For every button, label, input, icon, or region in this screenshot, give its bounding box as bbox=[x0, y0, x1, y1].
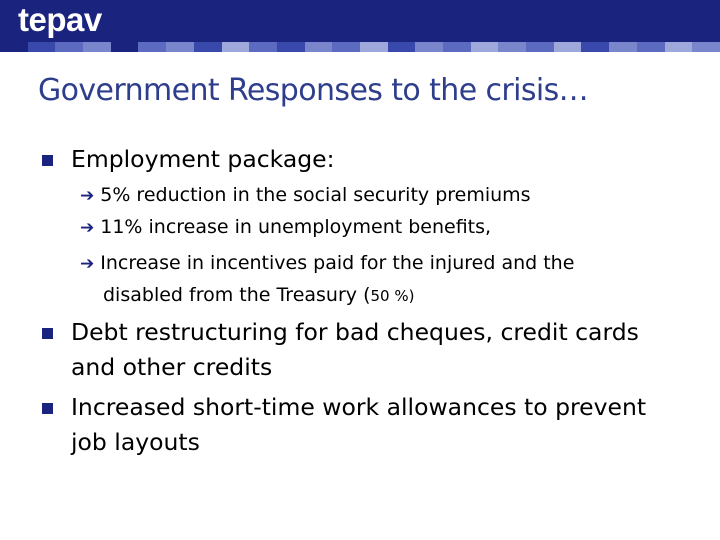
bullet-short-time-work bbox=[42, 390, 692, 460]
stripe-segment bbox=[0, 42, 28, 52]
stripe-segment bbox=[28, 42, 56, 52]
stripe-segment bbox=[581, 42, 609, 52]
stripe-segment bbox=[526, 42, 554, 52]
subitem-percentage: 50 %) bbox=[370, 287, 415, 305]
arrow-right-icon: ➔ bbox=[80, 186, 95, 206]
stripe-segment bbox=[305, 42, 333, 52]
stripe-segment bbox=[665, 42, 693, 52]
bullet-employment bbox=[42, 142, 692, 177]
stripe-segment bbox=[332, 42, 360, 52]
stripe-segment bbox=[83, 42, 111, 52]
stripe-segment bbox=[277, 42, 305, 52]
square-bullet-icon bbox=[42, 403, 53, 414]
stripe-segment bbox=[138, 42, 166, 52]
stripe-segment bbox=[443, 42, 471, 52]
subitem-incentives bbox=[80, 248, 680, 280]
square-bullet-icon bbox=[42, 328, 53, 339]
stripe-segment bbox=[637, 42, 665, 52]
bullet-text-continued: and other credits bbox=[71, 353, 273, 381]
stripe-segment bbox=[222, 42, 250, 52]
subitem-text: 11% increase in unemployment benefits, bbox=[100, 216, 492, 238]
bullet-debt-restructuring bbox=[42, 315, 692, 385]
stripe-segment bbox=[415, 42, 443, 52]
header-bar bbox=[0, 0, 720, 42]
stripe-segment bbox=[111, 42, 139, 52]
square-bullet-icon bbox=[42, 155, 53, 166]
header-stripe bbox=[0, 42, 720, 52]
subitem-unemployment bbox=[80, 212, 680, 244]
subitem-text: Increase in incentives paid for the injured and the bbox=[100, 252, 575, 274]
stripe-segment bbox=[55, 42, 83, 52]
bullet-text-continued: job layouts bbox=[71, 428, 200, 456]
subitem-text: 5% reduction in the social security premiums bbox=[100, 184, 531, 206]
bullet-text: Increased short-time work allowances to prevent bbox=[71, 393, 647, 421]
subitem-incentives-continued bbox=[103, 280, 703, 312]
stripe-segment bbox=[471, 42, 499, 52]
subitem-social-security bbox=[80, 180, 680, 212]
stripe-segment bbox=[692, 42, 720, 52]
stripe-segment bbox=[498, 42, 526, 52]
tepav-logo: tepav bbox=[18, 1, 102, 38]
slide-title: Government Responses to the crisis… bbox=[38, 73, 589, 108]
stripe-segment bbox=[554, 42, 582, 52]
stripe-segment bbox=[249, 42, 277, 52]
stripe-segment bbox=[609, 42, 637, 52]
bullet-text: Debt restructuring for bad cheques, credit cards bbox=[71, 318, 639, 346]
arrow-right-icon: ➔ bbox=[80, 254, 95, 274]
stripe-segment bbox=[166, 42, 194, 52]
stripe-segment bbox=[388, 42, 416, 52]
stripe-segment bbox=[360, 42, 388, 52]
stripe-segment bbox=[194, 42, 222, 52]
arrow-right-icon: ➔ bbox=[80, 218, 95, 238]
subitem-continuation: disabled from the Treasury ( bbox=[103, 284, 371, 306]
bullet-text: Employment package: bbox=[71, 145, 335, 173]
